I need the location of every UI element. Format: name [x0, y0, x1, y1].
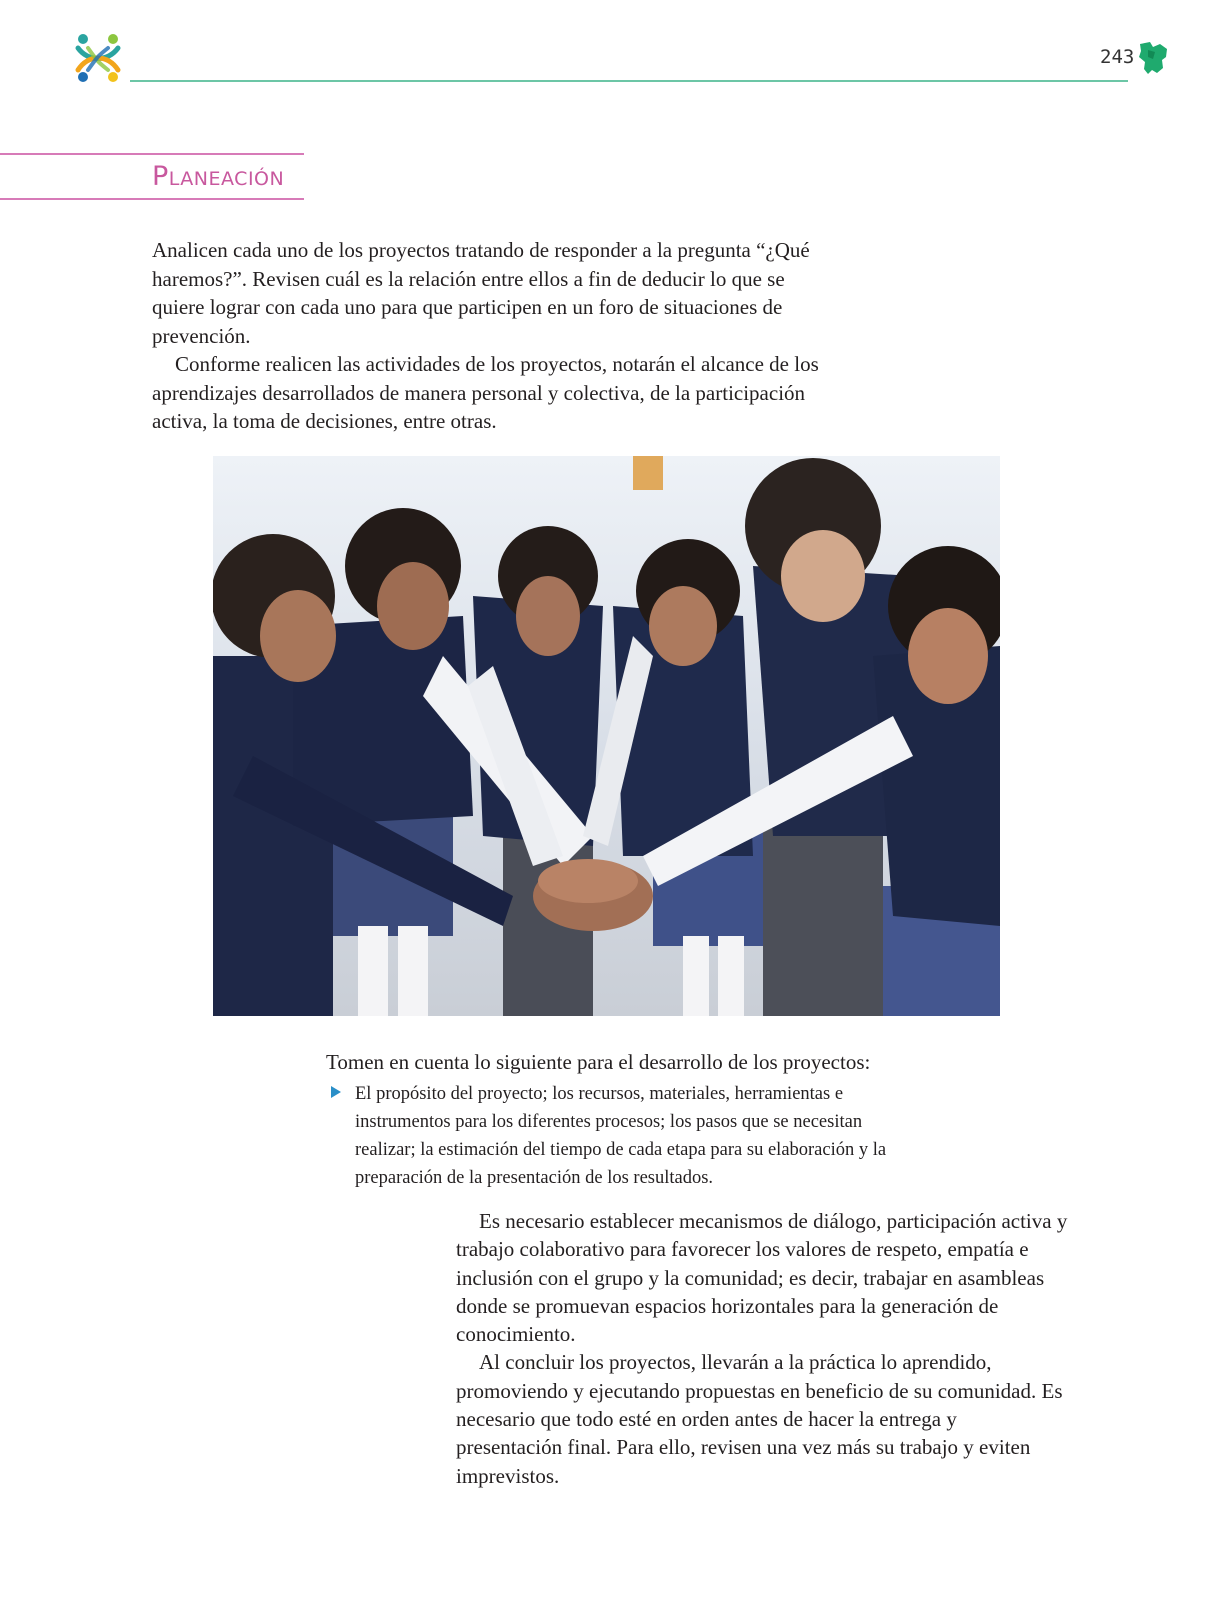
- section-rule-top: [0, 153, 304, 155]
- closing-paragraph-2: Al concluir los proyectos, llevarán a la práctica lo aprendido, promoviendo y ejecutando propuestas en beneficio de su comunidad. Es necesario que todo esté en orden antes de hacer la entrega y presentación final. Para ello, revisen una vez más su trabajo y eviten imprevistos.: [456, 1350, 1063, 1488]
- students-joining-hands-photo: [213, 456, 1000, 1016]
- section-title: Planeación: [152, 161, 285, 192]
- list-item-text: El propósito del proyecto; los recursos, materiales, herramientas e instrumentos para los diferentes procesos; los pasos que se necesitan realizar; la estimación del tiempo de cada etapa para su elaboración y la preparación de la presentación de los resultados.: [355, 1084, 887, 1188]
- triangle-bullet-icon: [330, 1085, 342, 1099]
- page-number: 243: [1100, 46, 1135, 68]
- section-rule-bottom: [0, 198, 304, 200]
- interlinked-figures-logo-icon: [70, 32, 126, 84]
- intro-paragraph-2: Conforme realicen las actividades de los proyectos, notarán el alcance de los aprendizajes desarrollados de manera personal y colectiva, de la participación activa, la toma de decisiones, entre otras.: [152, 352, 819, 433]
- header-rule: [130, 80, 1128, 82]
- section-heading: [0, 153, 304, 201]
- intro-text: [152, 236, 828, 436]
- closing-text: [456, 1207, 1068, 1490]
- closing-paragraph-1: Es necesario establecer mecanismos de diálogo, participación activa y trabajo colaborativo para favorecer los valores de respeto, empatía e inclusión con el grupo y la comunidad; es decir, trabajar en asambleas donde se promuevan espacios horizontales para la generación de conocimiento.: [456, 1209, 1068, 1347]
- intro-paragraph-1: Analicen cada uno de los proyectos tratando de responder a la pregunta “¿Qué haremos?”. Revisen cuál es la relación entre ellos a fin de deducir lo que se quiere lograr con cada uno para que participen en un foro de situaciones de prevención.: [152, 238, 810, 348]
- considerations-lead: Tomen en cuenta lo siguiente para el desarrollo de los proyectos:: [326, 1050, 871, 1074]
- green-map-emblem-icon: [1136, 40, 1170, 76]
